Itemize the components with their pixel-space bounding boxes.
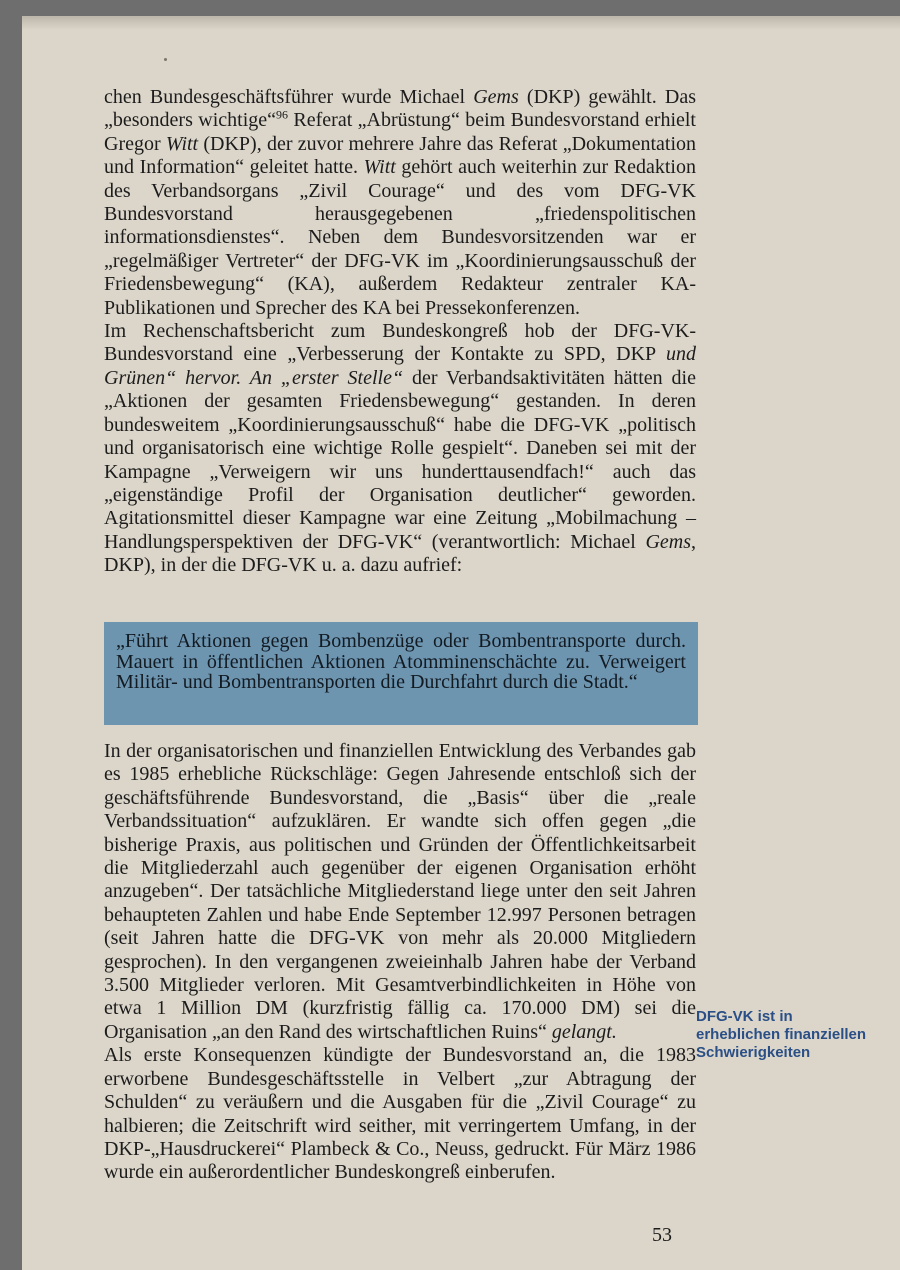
margin-note: DFG-VK ist in erheblichen finanziellen Schwierigkeiten	[696, 1008, 867, 1061]
body-text-top	[104, 86, 696, 578]
text-run: der Verbandsaktivitäten hätten die „Aktionen der gesamten Friedensbewegung“ gestanden. In deren bundesweitem „Koordinierungsausschuß“ habe die DFG-VK „politisch und organisatorisch eine wichtige Rolle gespielt“. Daneben sei mit der Kampagne „Verweigern wir uns hunderttausendfach!“ auch das „eigenständige Profil der Organisation deutlicher“ geworden. Agitationsmittel dieser Kampagne war eine Zeitung „Mobilmachung – Handlungsperspektiven der DFG-VK“ (verantwortlich: Michael	[104, 366, 696, 553]
text-run: In der organisatorischen und finanziellen Entwicklung des Verbandes gab es 1985 erhebliche Rückschläge: Gegen Jahresende entschloß sich der geschäftsführende Bundesvorstand, die „Basis“ über die „reale Verbandssituation“ aufzuklären. Er wandte sich offen gegen „die bisherige Praxis, aus politischen und Gründen der Öffentlichkeitsarbeit die Mitgliederzahl auch gegenüber der eigenen Organisation erhöht anzugeben“. Der tatsächliche Mitgliederstand liege unter den seit Jahren behaupteten Zahlen und habe Ende September 12.997 Personen betragen (seit Jahren hatte die DFG-VK von mehr als 20.000 Mitgliedern gesprochen). In den vergangenen zweieinhalb Jahren habe der Verband 3.500 Mitglieder verloren. Mit Gesamtverbindlichkeiten in Höhe von etwa 1 Million DM (kurzfristig fällig ca. 170.000 DM) sei die Organisation „an den Rand des wirtschaftlichen Ruins“	[104, 740, 696, 1043]
text-run: chen Bundesgeschäftsführer wurde Michael	[104, 86, 474, 108]
text-run: , DKP), in der die DFG-VK u. a. dazu aufrief:	[104, 530, 696, 577]
body-text-bottom	[104, 740, 696, 1185]
text-run: (DKP), der zuvor mehrere Jahre das Referat „Dokumentation und Information“ geleitet hatte.	[104, 132, 697, 179]
highlighted-quote	[104, 622, 698, 725]
paragraph-1	[104, 86, 696, 320]
name-gems: Gems	[645, 530, 691, 553]
text-run: Im Rechenschaftsbericht zum Bundeskongreß hob der DFG-VK-Bundesvorstand eine „Verbesserung der Kontakte zu SPD, DKP	[104, 320, 696, 366]
paragraph-3	[104, 740, 696, 1044]
footnote-ref: 96	[276, 107, 288, 122]
text-run: Als erste Konsequenzen kündigte der Bundesvorstand an, die 1983 erworbene Bundesgeschäftsstelle in Velbert „zur Abtragung der Schulden“ zu veräußern und die Ausgaben für die „Zivil Courage“ zu halbieren; die Zeitschrift wird seither, mit verringertem Umfang, in der DKP-„Hausdruckerei“ Plambeck & Co., Neuss, gedruckt. Für März 1986 wurde ein außerordentlicher Bundeskongreß einberufen.	[104, 1044, 696, 1184]
paragraph-4	[104, 1044, 696, 1184]
name-witt: Witt	[165, 132, 199, 155]
italic-text: und Grünen“ hervor. An „erster Stelle“	[104, 343, 696, 389]
document-page	[22, 16, 900, 1270]
page-number: 53	[652, 1224, 672, 1246]
text-run: gehört auch weiterhin zur Redaktion des Verbandsorgans „Zivil Courage“ und des vom DFG-VK Bundesvorstand herausgegebenen „friedenspolitischen informationsdienstes“. Neben dem Bundesvorsitzenden war er „regelmäßiger Vertreter“ der DFG-VK im „Koordinierungsausschuß der Friedensbewegung“ (KA), außerdem Redakteur zentraler KA-Publikationen und Sprecher des KA bei Pressekonferenzen.	[104, 156, 696, 319]
italic-text: gelangt.	[551, 1020, 617, 1043]
quote-text: „Führt Aktionen gegen Bombenzüge oder Bombentransporte durch. Mauert in öffentlichen Aktionen Atomminenschächte zu. Verweigert Militär- und Bombentransporten die Durchfahrt durch die Stadt.“	[116, 630, 686, 693]
name-gems: Gems	[473, 86, 519, 108]
paragraph-2	[104, 320, 696, 577]
text-run: Referat „Abrüstung“ beim Bundesvorstand erhielt Gregor	[104, 109, 696, 155]
text-run: (DKP) gewählt. Das „besonders wichtige“	[104, 86, 696, 132]
name-witt: Witt	[363, 156, 396, 179]
print-speck	[164, 58, 167, 61]
